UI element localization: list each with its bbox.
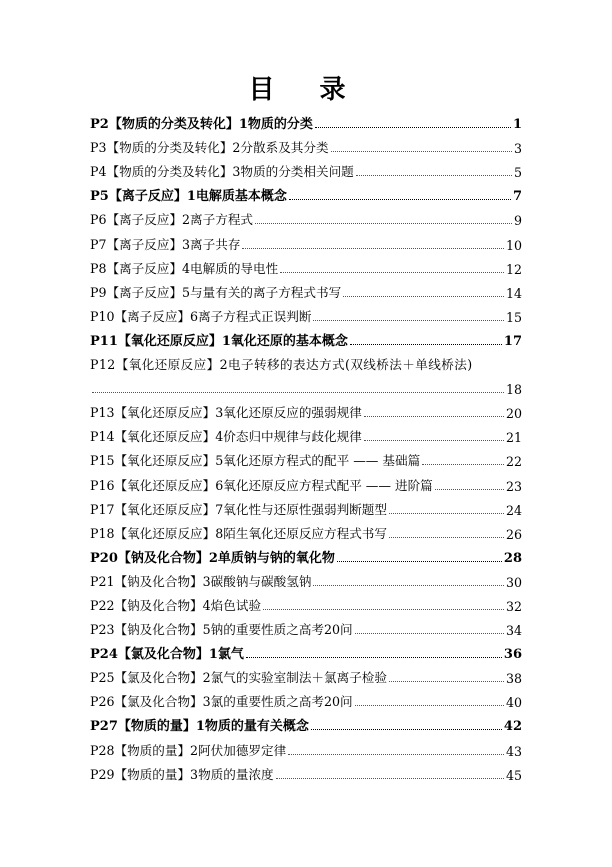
toc-entry-page: 15 [505, 309, 522, 325]
toc-entry[interactable] [90, 132, 522, 156]
toc-entry-title: P4【物质的分类及转化】3物质的分类相关问题 [90, 164, 354, 180]
toc-entry-title: P10【离子反应】6离子方程式正误判断 [90, 308, 312, 324]
toc-entry[interactable] [90, 397, 522, 421]
toc-entry-title: P27【物质的量】1物质的量有关概念 [90, 719, 309, 735]
dot-leader [92, 392, 504, 393]
dot-leader [280, 272, 504, 273]
toc-entry-page: 23 [505, 478, 522, 494]
dot-leader [364, 440, 504, 441]
toc-entry-title: P12【氧化还原反应】2电子转移的表达方式(双线桥法＋单线桥法) [90, 357, 473, 373]
toc-entry-page: 20 [505, 406, 522, 422]
toc-entry-title: P24【氯及化合物】1氯气 [90, 647, 244, 663]
toc-entry[interactable] [90, 204, 522, 228]
toc-entry-page: 12 [505, 261, 522, 277]
toc-entry-page: 22 [505, 454, 522, 470]
toc-entry[interactable] [90, 542, 522, 566]
toc-entry-title: P2【物质的分类及转化】1物质的分类 [90, 117, 313, 133]
toc-entry-page: 28 [503, 550, 522, 566]
toc-entry-title: P7【离子反应】3离子共存 [90, 236, 241, 252]
toc-entry-title: P17【氧化还原反应】7氧化性与还原性强弱判断题型 [90, 501, 387, 517]
toc-entry-page: 40 [505, 695, 522, 711]
dot-leader [350, 344, 502, 345]
toc-entry-page: 1 [512, 117, 522, 133]
toc-entry-page: 10 [505, 237, 522, 253]
toc-entry-title: P8【离子反应】4电解质的导电性 [90, 260, 279, 276]
toc-entry[interactable] [90, 494, 522, 518]
toc-entry[interactable] [90, 469, 522, 493]
toc-entry[interactable] [90, 590, 522, 614]
dot-leader [364, 416, 504, 417]
dot-leader [276, 778, 504, 779]
toc-entry[interactable] [90, 638, 522, 662]
toc-entry[interactable] [90, 156, 522, 180]
toc-entry[interactable] [90, 325, 522, 349]
toc-entry[interactable] [90, 180, 522, 204]
toc-entry[interactable] [90, 759, 522, 783]
toc-entry-title: P26【氯及化合物】3氯的重要性质之高考20问 [90, 694, 353, 710]
toc-entry[interactable] [90, 662, 522, 686]
toc-entry-title: P14【氧化还原反应】4价态归中规律与歧化规律 [90, 429, 362, 445]
toc-entry-page: 38 [505, 671, 522, 687]
toc-entry-page: 3 [513, 141, 522, 157]
toc-entry[interactable] [90, 566, 522, 590]
dot-leader [422, 464, 504, 465]
toc-entry[interactable] [90, 686, 522, 710]
toc-entry-title: P25【氯及化合物】2氯气的实验室制法＋氯离子检验 [90, 670, 387, 686]
toc-entry-page: 32 [505, 598, 522, 614]
toc-entry[interactable] [90, 301, 522, 325]
toc-entry-title: P13【氧化还原反应】3氧化还原反应的强弱规律 [90, 405, 362, 421]
dot-leader [242, 248, 504, 249]
dot-leader [289, 199, 511, 200]
dot-leader [356, 175, 512, 176]
toc-entry-title: P9【离子反应】5与量有关的离子方程式书写 [90, 284, 342, 300]
toc-entry[interactable] [90, 349, 522, 397]
toc-entry-title: P6【离子反应】2离子方程式 [90, 212, 254, 228]
toc-entry-page: 26 [505, 526, 522, 542]
toc-entry-page: 34 [505, 623, 522, 639]
table-of-contents [90, 108, 522, 783]
toc-entry-page: 14 [505, 285, 522, 301]
dot-leader [263, 609, 504, 610]
dot-leader [311, 729, 502, 730]
toc-entry-page: 18 [505, 382, 522, 398]
dot-leader [355, 705, 504, 706]
dot-leader [343, 296, 504, 297]
toc-entry-page: 5 [513, 165, 522, 181]
toc-entry-title: P15【氧化还原反应】5氧化还原方程式的配平 —— 基础篇 [90, 453, 421, 469]
dot-leader [255, 223, 512, 224]
toc-entry-title: P11【氧化还原反应】1氧化还原的基本概念 [90, 333, 348, 349]
toc-entry-title: P23【钠及化合物】5钠的重要性质之高考20问 [90, 622, 353, 638]
toc-entry-title: P20【钠及化合物】2单质钠与钠的氧化物 [90, 550, 335, 566]
dot-leader [389, 537, 504, 538]
toc-entry[interactable] [90, 228, 522, 252]
toc-entry[interactable] [90, 734, 522, 758]
dot-leader [313, 320, 504, 321]
toc-entry[interactable] [90, 710, 522, 734]
page-title: 目 录 [248, 75, 364, 105]
toc-entry-page: 7 [512, 189, 522, 205]
dot-leader [337, 561, 502, 562]
toc-entry-title: P21【钠及化合物】3碳酸钠与碳酸氢钠 [90, 573, 312, 589]
toc-entry-page: 30 [505, 574, 522, 590]
dot-leader [389, 681, 504, 682]
toc-entry[interactable] [90, 108, 522, 132]
dot-leader [288, 754, 504, 755]
toc-entry-page: 17 [503, 333, 522, 349]
toc-entry[interactable] [90, 445, 522, 469]
toc-entry-title: P29【物质的量】3物质的量浓度 [90, 766, 274, 782]
dot-leader [315, 127, 511, 128]
dot-leader [355, 633, 504, 634]
toc-entry-page: 42 [503, 719, 522, 735]
toc-entry-title: P3【物质的分类及转化】2分散系及其分类 [90, 140, 329, 156]
toc-entry-page: 9 [513, 213, 522, 229]
toc-entry-title: P28【物质的量】2阿伏加德罗定律 [90, 742, 287, 758]
dot-leader [389, 513, 504, 514]
toc-entry[interactable] [90, 518, 522, 542]
toc-entry-page: 24 [505, 502, 522, 518]
toc-entry-title: P18【氧化还原反应】8陌生氧化还原反应方程式书写 [90, 525, 387, 541]
toc-entry[interactable] [90, 253, 522, 277]
dot-leader [331, 151, 512, 152]
toc-entry[interactable] [90, 421, 522, 445]
toc-entry-page: 36 [503, 647, 522, 663]
toc-entry-title: P5【离子反应】1电解质基本概念 [90, 189, 287, 205]
toc-entry[interactable] [90, 614, 522, 638]
toc-entry-title: P22【钠及化合物】4焰色试验 [90, 597, 262, 613]
dot-leader [435, 489, 504, 490]
dot-leader [313, 585, 504, 586]
toc-entry-title: P16【氧化还原反应】6氧化还原反应方程式配平 —— 进阶篇 [90, 477, 433, 493]
dot-leader [246, 657, 502, 658]
toc-entry-page: 45 [505, 767, 522, 783]
toc-entry[interactable] [90, 277, 522, 301]
toc-entry-page: 43 [505, 743, 522, 759]
toc-entry-page: 21 [505, 430, 522, 446]
